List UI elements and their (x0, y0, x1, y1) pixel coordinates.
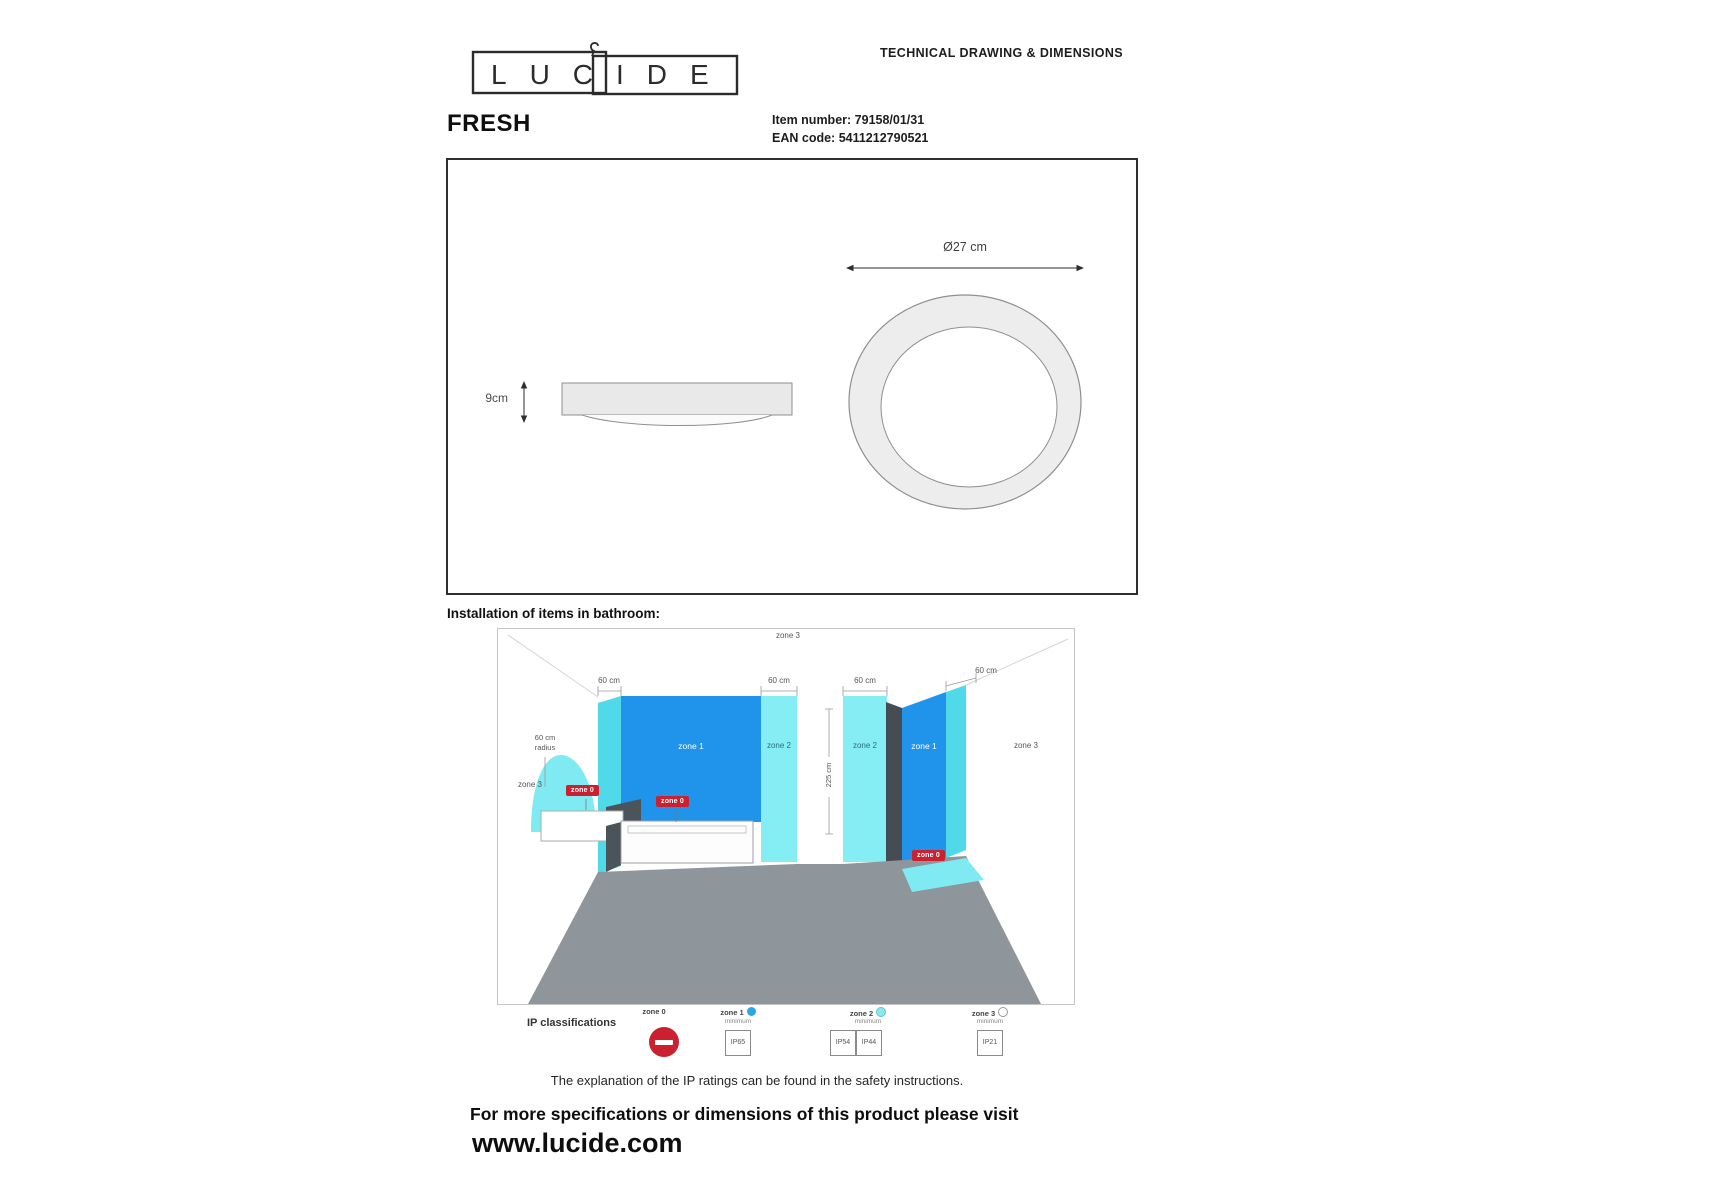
fixture-top-view-inner (881, 327, 1057, 487)
ean-label: EAN code: (772, 131, 836, 145)
label-radius-line2: radius (534, 743, 556, 752)
legend-zone2-label (838, 1007, 898, 1018)
zone2-wall-left (761, 696, 797, 862)
ip65-box: IP65 (725, 1030, 751, 1056)
label-60cm-3: 60 cm (854, 676, 876, 685)
label-225cm: 225 cm (824, 762, 833, 788)
website-link[interactable]: www.lucide.com (472, 1128, 683, 1158)
height-dimension-label: 9cm (485, 391, 508, 405)
arrow-left-icon (846, 265, 854, 271)
lucide-logo (443, 40, 741, 98)
ip-ratings-note: The explanation of the IP ratings can be found in the safety instructions. (550, 1073, 964, 1088)
legend-zone2-minimum: minimum (854, 1018, 882, 1025)
bathroom-diagram (497, 628, 1075, 1005)
legend-zone1-minimum: minimum (724, 1018, 752, 1025)
product-name: FRESH (447, 110, 531, 137)
label-zone3-right: zone 3 (1013, 741, 1039, 750)
label-radius-line1: 60 cm (534, 733, 556, 742)
label-60cm-2: 60 cm (768, 676, 790, 685)
item-number-label: Item number: (772, 113, 852, 127)
diameter-dimension-label: Ø27 cm (943, 240, 987, 254)
installation-heading: Installation of items in bathroom: (447, 606, 661, 621)
more-info-text: For more specifications or dimensions of this product please visit (470, 1104, 1019, 1124)
right-side-wall-zone2 (946, 685, 966, 858)
arrow-down-icon (521, 416, 527, 424)
arrow-up-icon (521, 381, 527, 389)
ip-legend (497, 1005, 1073, 1075)
fixture-lens-curve (582, 415, 772, 426)
label-zone3-top: zone 3 (775, 631, 801, 640)
item-number-value: 79158/01/31 (854, 113, 925, 127)
hanger-hook-icon (591, 43, 598, 56)
technical-drawing (448, 160, 1136, 593)
ean-row (772, 129, 928, 147)
legend-zone3-label (960, 1007, 1020, 1018)
zone0-badge-bath: zone 0 (656, 796, 689, 807)
logo-text: LUCIDE (491, 59, 732, 90)
item-number-row (772, 111, 928, 129)
ip21-box: IP21 (977, 1030, 1003, 1056)
ip54-box: IP54 (830, 1030, 856, 1056)
label-zone1-left: zone 1 (678, 741, 704, 751)
label-radius (515, 733, 575, 753)
ceiling-line-left (508, 635, 598, 697)
label-zone2-left: zone 2 (766, 741, 792, 750)
zone0-badge-shower: zone 0 (912, 850, 945, 861)
zone0-badge-sink: zone 0 (566, 785, 599, 796)
label-zone3-left: zone 3 (517, 780, 543, 789)
label-zone2-right: zone 2 (852, 741, 878, 750)
ip44-box: IP44 (856, 1030, 882, 1056)
label-60cm-4: 60 cm (975, 666, 997, 675)
item-info (772, 111, 928, 147)
legend-zone1-label (708, 1007, 768, 1017)
legend-zone1-text: zone 1 (720, 1008, 744, 1017)
shower-panel (886, 702, 902, 869)
label-zone1-right: zone 1 (911, 741, 937, 751)
technical-drawing-box (446, 158, 1138, 595)
zone1-wall-shower (902, 692, 946, 869)
zone1-dot-icon (747, 1007, 756, 1016)
fixture-side-view (562, 383, 792, 415)
legend-zone2-text: zone 2 (849, 1009, 874, 1018)
bathtub-edge (606, 822, 621, 872)
zone1-wall-left (621, 696, 761, 822)
legend-zone3-minimum: minimum (976, 1018, 1004, 1025)
document-title: TECHNICAL DRAWING & DIMENSIONS (880, 46, 1124, 60)
arrow-right-icon (1077, 265, 1085, 271)
no-entry-icon (649, 1027, 679, 1057)
zone2-wall-right (843, 696, 887, 862)
bathtub (621, 821, 753, 863)
legend-zone3-text: zone 3 (971, 1009, 996, 1018)
ceiling-line-right (966, 639, 1068, 685)
label-60cm-1: 60 cm (598, 676, 620, 685)
zone2-dot-icon (876, 1007, 886, 1017)
legend-zone0-label: zone 0 (642, 1007, 666, 1016)
ean-value: 5411212790521 (838, 131, 929, 145)
ip-legend-title: IP classifications (527, 1017, 617, 1029)
zone3-dot-icon (998, 1007, 1008, 1017)
